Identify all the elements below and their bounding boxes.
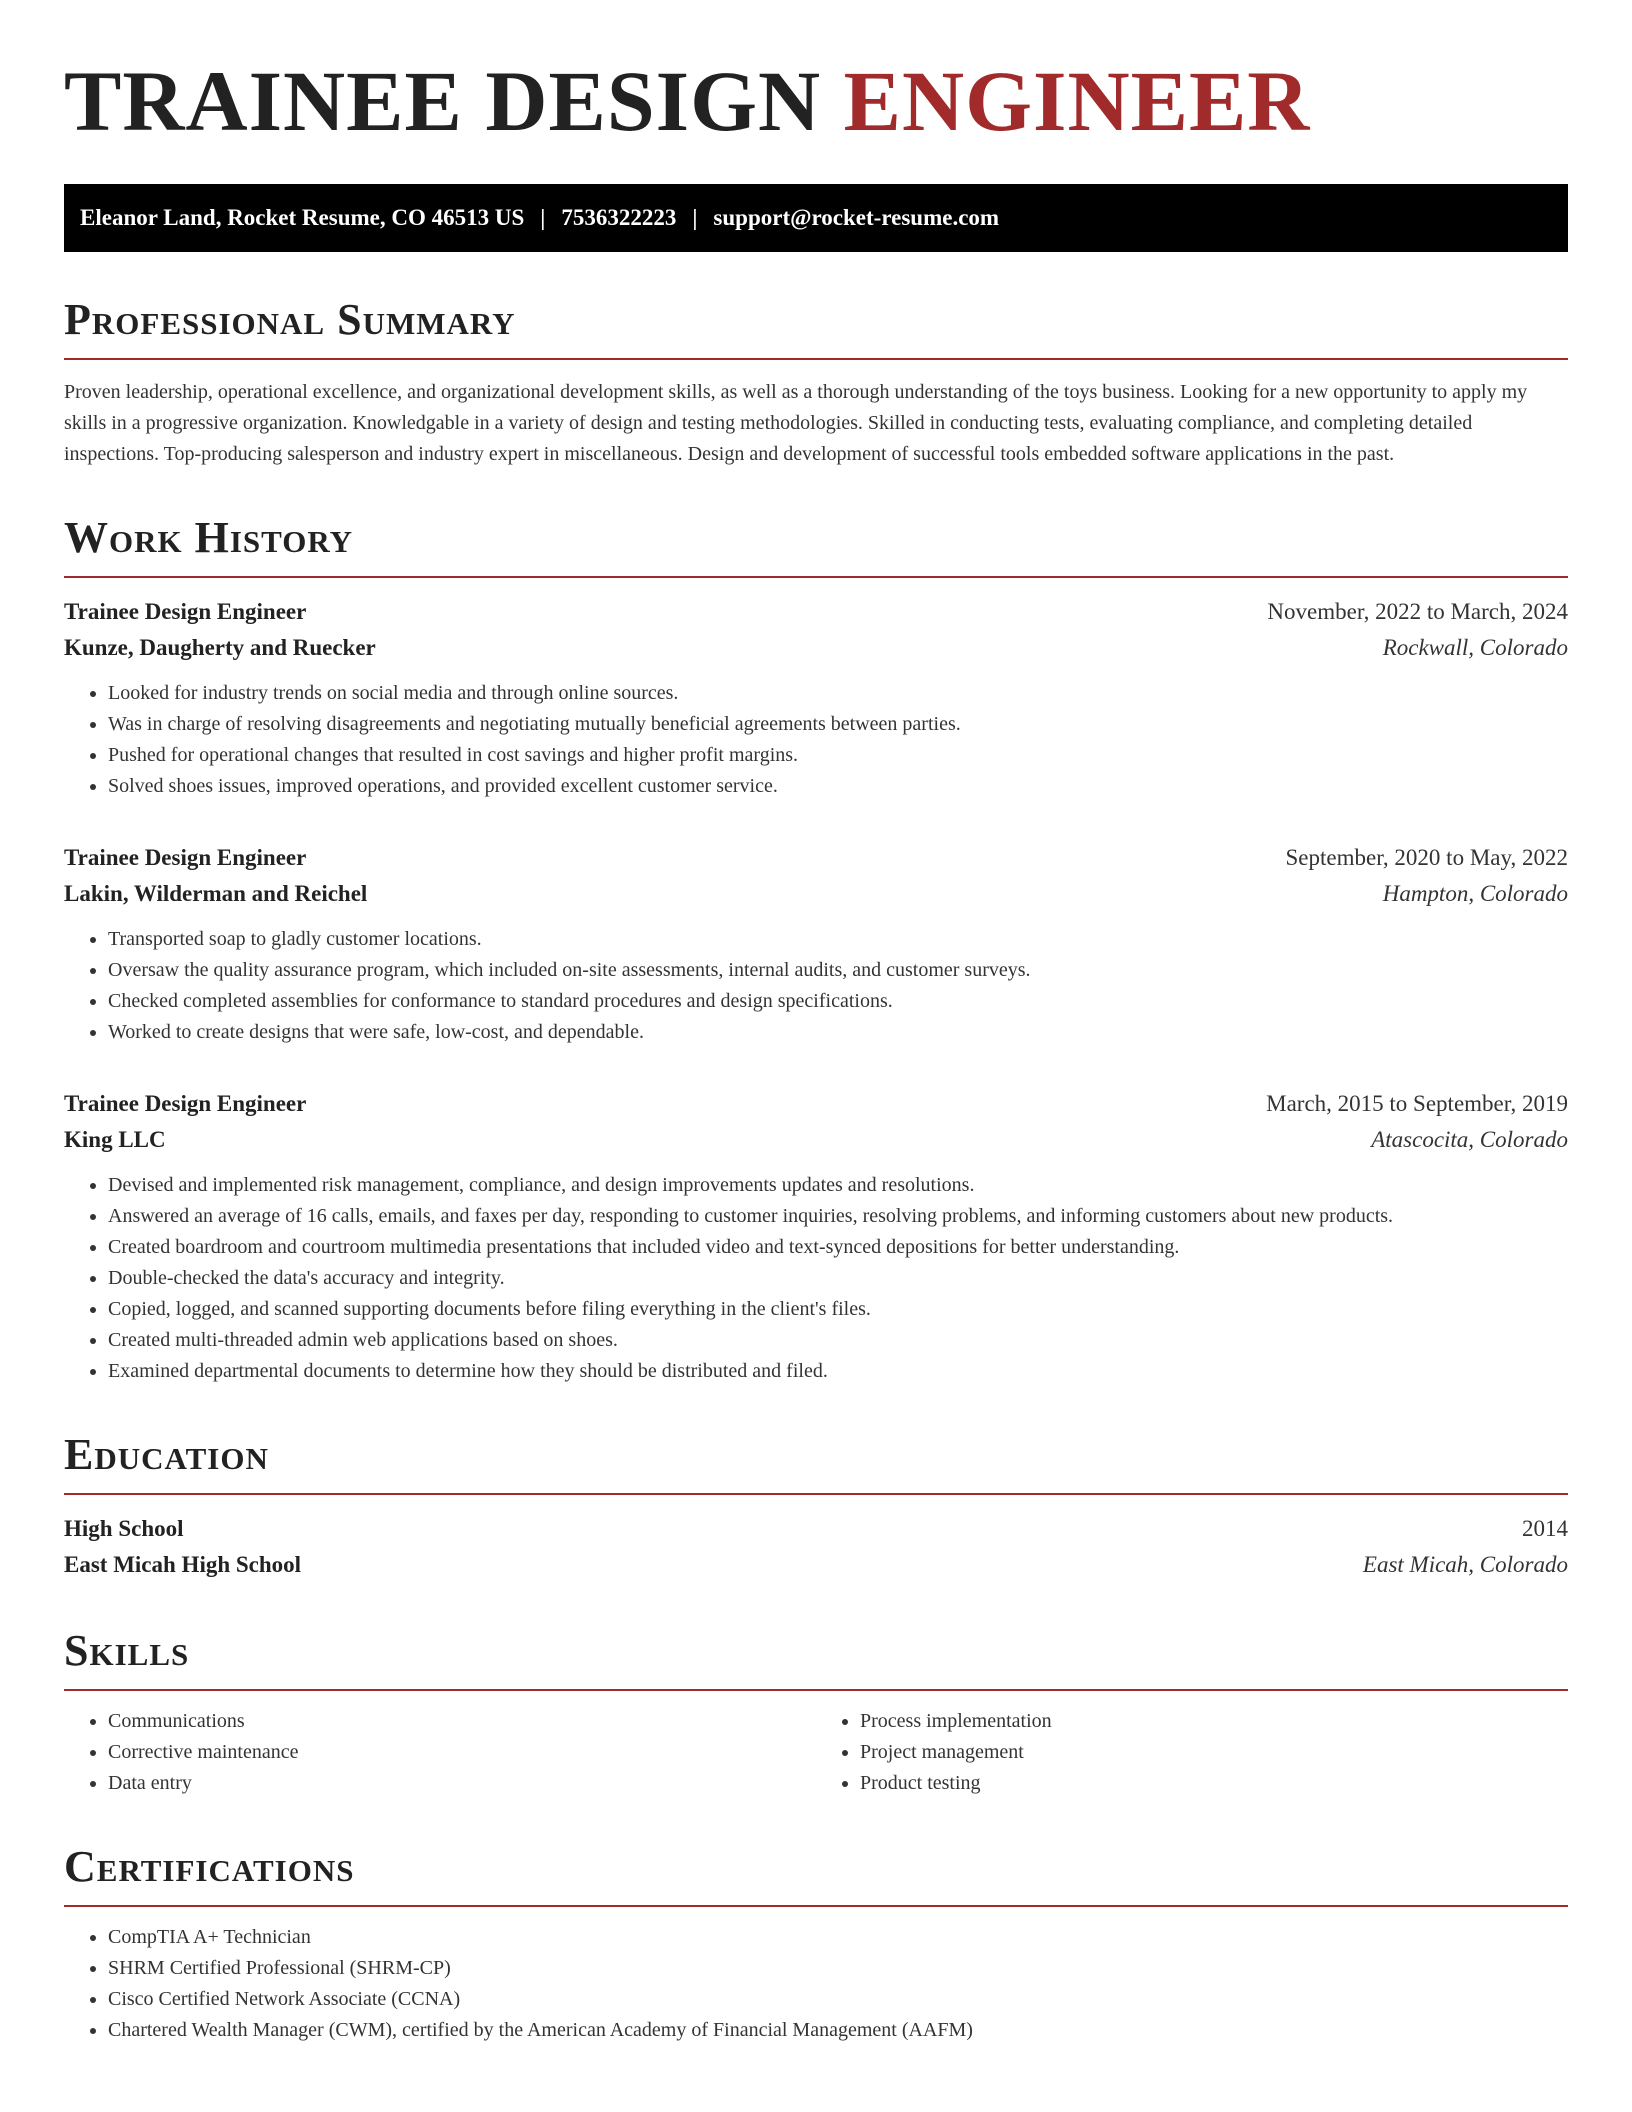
list-item: • Product testing <box>860 1768 1568 1799</box>
list-item: • Oversaw the quality assurance program, which included on-site assessments, internal audits, and customer surveys. <box>108 955 1568 986</box>
job-company: Kunze, Daugherty and Ruecker <box>64 635 376 660</box>
list-item: • Solved shoes issues, improved operations, and provided excellent customer service. <box>108 771 1568 802</box>
contact-bar <box>64 184 1568 252</box>
list-item: • Worked to create designs that were safe, low-cost, and dependable. <box>108 1017 1568 1048</box>
summary-text: Proven leadership, operational excellence, and organizational development skills, as well as a thorough understanding of the toys business. Looking for a new opportunity to apply my skills in a progressive organization. Knowledgable in a variety of design and testing methodologies. Skilled in conducting tests, evaluating compliance, and completing detailed inspections. Top-producing salesperson and industry expert in miscellaneous. Design and development of successful tools embedded software applications in the past. <box>64 381 1528 465</box>
list-item: • Devised and implemented risk management, compliance, and design improvements updates and resolutions. <box>108 1170 1568 1201</box>
job-location: Rockwall, Colorado <box>1382 635 1568 660</box>
list-item: • CompTIA A+ Technician <box>108 1922 1568 1953</box>
list-item: • Pushed for operational changes that resulted in cost savings and higher profit margins. <box>108 740 1568 771</box>
list-item: • Chartered Wealth Manager (CWM), certified by the American Academy of Financial Management (AAFM) <box>108 2015 1568 2046</box>
resume-title <box>64 53 1568 149</box>
title-accent: ENGINEER <box>843 53 1311 149</box>
list-item: • Corrective maintenance <box>108 1737 816 1768</box>
job-title: Trainee Design Engineer <box>64 599 307 624</box>
skills-column-right <box>816 1706 1568 1799</box>
list-item: • Answered an average of 16 calls, emails, and faxes per day, responding to customer inquiries, resolving problems, and informing customers about new products. <box>108 1201 1568 1232</box>
list-item: • Created boardroom and courtroom multimedia presentations that included video and text-synced depositions for better understanding. <box>108 1232 1568 1263</box>
title-main: TRAINEE DESIGN <box>64 53 844 149</box>
list-item: • Created multi-threaded admin web applications based on shoes. <box>108 1325 1568 1356</box>
list-item: • Was in charge of resolving disagreements and negotiating mutually beneficial agreements between parties. <box>108 709 1568 740</box>
list-item: • Project management <box>860 1737 1568 1768</box>
work-history-heading: Work History <box>64 516 1568 578</box>
list-item: • Transported soap to gladly customer locations. <box>108 924 1568 955</box>
skills-column-left <box>64 1706 816 1799</box>
contact-address: Eleanor Land, Rocket Resume, CO 46513 US <box>80 205 525 230</box>
job-bullets <box>64 678 1568 802</box>
list-item: • Checked completed assemblies for conformance to standard procedures and design specifications. <box>108 986 1568 1017</box>
certifications-heading: Certifications <box>64 1845 1568 1907</box>
education-year: 2014 <box>1522 1516 1568 1541</box>
education-location: East Micah, Colorado <box>1362 1552 1568 1577</box>
job-bullets <box>64 1170 1568 1387</box>
education-heading: Education <box>64 1433 1568 1495</box>
education-entry <box>64 1511 1568 1583</box>
certifications-list <box>64 1922 1568 2046</box>
list-item: • Process implementation <box>860 1706 1568 1737</box>
job-entry <box>64 1086 1568 1387</box>
list-item: • Copied, logged, and scanned supporting documents before filing everything in the client's files. <box>108 1294 1568 1325</box>
summary-heading: Professional Summary <box>64 298 1568 360</box>
certifications-section <box>64 1922 1568 2046</box>
contact-email: support@rocket-resume.com <box>713 205 1000 230</box>
education-school: East Micah High School <box>64 1552 302 1577</box>
job-title: Trainee Design Engineer <box>64 1091 307 1116</box>
job-bullets <box>64 924 1568 1048</box>
list-item: • Communications <box>108 1706 816 1737</box>
job-location: Hampton, Colorado <box>1382 881 1568 906</box>
list-item: • Looked for industry trends on social media and through online sources. <box>108 678 1568 709</box>
job-company: King LLC <box>64 1127 166 1152</box>
job-entry <box>64 840 1568 1048</box>
list-item: • Double-checked the data's accuracy and integrity. <box>108 1263 1568 1294</box>
education-degree: High School <box>64 1516 184 1541</box>
job-company: Lakin, Wilderman and Reichel <box>64 881 368 906</box>
job-location: Atascocita, Colorado <box>1371 1127 1568 1152</box>
skills-list <box>64 1706 1568 1799</box>
job-entry <box>64 594 1568 802</box>
list-item: • Examined departmental documents to determine how they should be distributed and filed. <box>108 1356 1568 1387</box>
job-dates: November, 2022 to March, 2024 <box>1267 599 1568 624</box>
contact-separator: | <box>540 205 546 230</box>
contact-phone: 7536322223 <box>561 205 677 230</box>
skills-heading: Skills <box>64 1629 1568 1691</box>
job-dates: September, 2020 to May, 2022 <box>1285 845 1568 870</box>
contact-separator: | <box>692 205 698 230</box>
list-item: • Data entry <box>108 1768 816 1799</box>
list-item: • Cisco Certified Network Associate (CCNA) <box>108 1984 1568 2015</box>
job-title: Trainee Design Engineer <box>64 845 307 870</box>
job-dates: March, 2015 to September, 2019 <box>1266 1091 1568 1116</box>
list-item: • SHRM Certified Professional (SHRM-CP) <box>108 1953 1568 1984</box>
